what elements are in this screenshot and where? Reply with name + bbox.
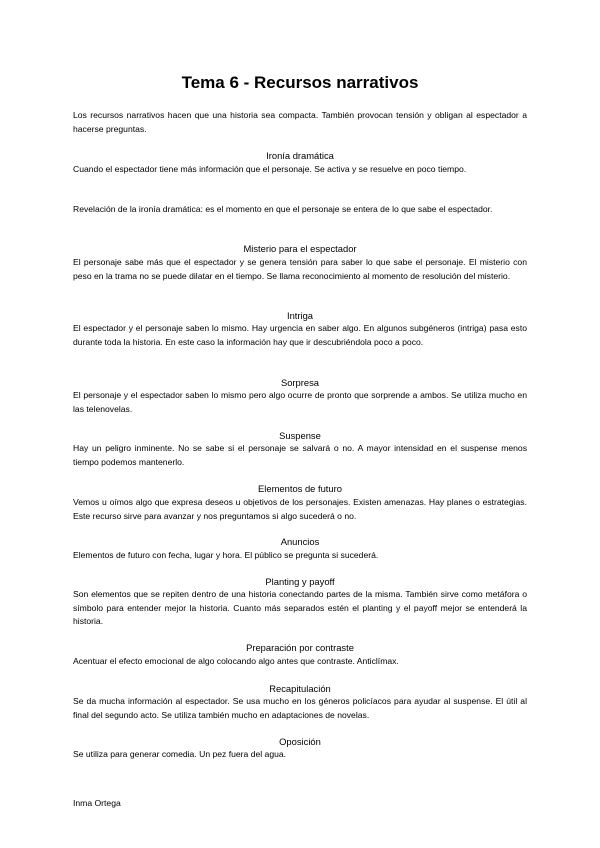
- section-heading-preparacion-por-contraste: Preparación por contraste: [246, 642, 354, 653]
- section-heading-oposicion: Oposición: [279, 736, 321, 747]
- section-paragraph: Revelación de la ironía dramática: es el momento en que el personaje se entera de lo que sabe el espectador.: [73, 204, 493, 214]
- section-paragraph: Son elementos que se repiten dentro de una historia conectando partes de la misma. También sirve como metáfora o símbolo para entender mejor la historia. Cuanto más separados estén el planting y el payoff mejor se entenderá la historia.: [73, 589, 527, 627]
- section-heading-intriga: Intriga: [286, 310, 314, 321]
- section-paragraph: Acentuar el efecto emocional de algo colocando algo antes que contraste. Anticlímax.: [73, 656, 399, 666]
- section-heading-sorpresa: Sorpresa: [280, 377, 320, 388]
- section-paragraph: El personaje sabe más que el espectador y se genera tensión para saber lo que sabe el personaje. El misterio con peso en la trama no se puede dilatar en el tiempo. Se llama reconocimiento al momento de resolución del misterio.: [73, 257, 527, 281]
- section-heading-elementos-de-futuro: Elementos de futuro: [258, 483, 342, 494]
- section-paragraph: El espectador y el personaje saben lo mismo. Hay urgencia en saber algo. En algunos subgéneros (intriga) pasa esto durante toda la historia. En este caso la información hay que ir descubriéndola poco a poco.: [73, 323, 527, 347]
- section-heading-planting-y-payoff: Planting y payoff: [265, 576, 335, 587]
- section-paragraph: Vemos u oímos algo que expresa deseos u objetivos de los personajes. Existen amenazas. Hay planes o estrategias. Este recurso sirve para avanzar y nos preguntamos si algo sucederá o no.: [73, 497, 527, 521]
- page-title: Tema 6 - Recursos narrativos: [181, 73, 419, 92]
- section-paragraph: Elementos de futuro con fecha, lugar y hora. El público se pregunta si sucederá.: [73, 550, 379, 560]
- section-heading-ironia-dramatica: Ironía dramática: [266, 150, 334, 161]
- section-paragraph: El personaje y el espectador saben lo mismo pero algo ocurre de pronto que sorprende a ambos. Se utiliza mucho en las telenovelas.: [73, 390, 527, 414]
- section-heading-recapitulacion: Recapitulación: [269, 683, 331, 694]
- section-heading-anuncios: Anuncios: [280, 536, 320, 547]
- section-paragraph: Se utiliza para generar comedia. Un pez fuera del agua.: [73, 749, 287, 759]
- section-paragraph: Cuando el espectador tiene más información que el personaje. Se activa y se resuelve en poco tiempo.: [73, 164, 467, 174]
- section-paragraph: Se da mucha información al espectador. Se usa mucho en los géneros policíacos para ayudar al suspense. El útil al final del segundo acto. Se utiliza también mucho en adaptaciones de novelas.: [73, 696, 527, 720]
- section-paragraph: Hay un peligro inminente. No se sabe si el personaje se salvará o no. A mayor intensidad en el suspense menos tiempo podemos mantenerlo.: [73, 443, 527, 467]
- page-footer-author: Inma Ortega: [73, 798, 121, 808]
- intro-paragraph: Los recursos narrativos hacen que una historia sea compacta. También provocan tensión y obligan al espectador a hacerse preguntas.: [73, 110, 527, 134]
- section-heading-misterio: Misterio para el espectador: [243, 243, 357, 254]
- section-heading-suspense: Suspense: [279, 430, 321, 441]
